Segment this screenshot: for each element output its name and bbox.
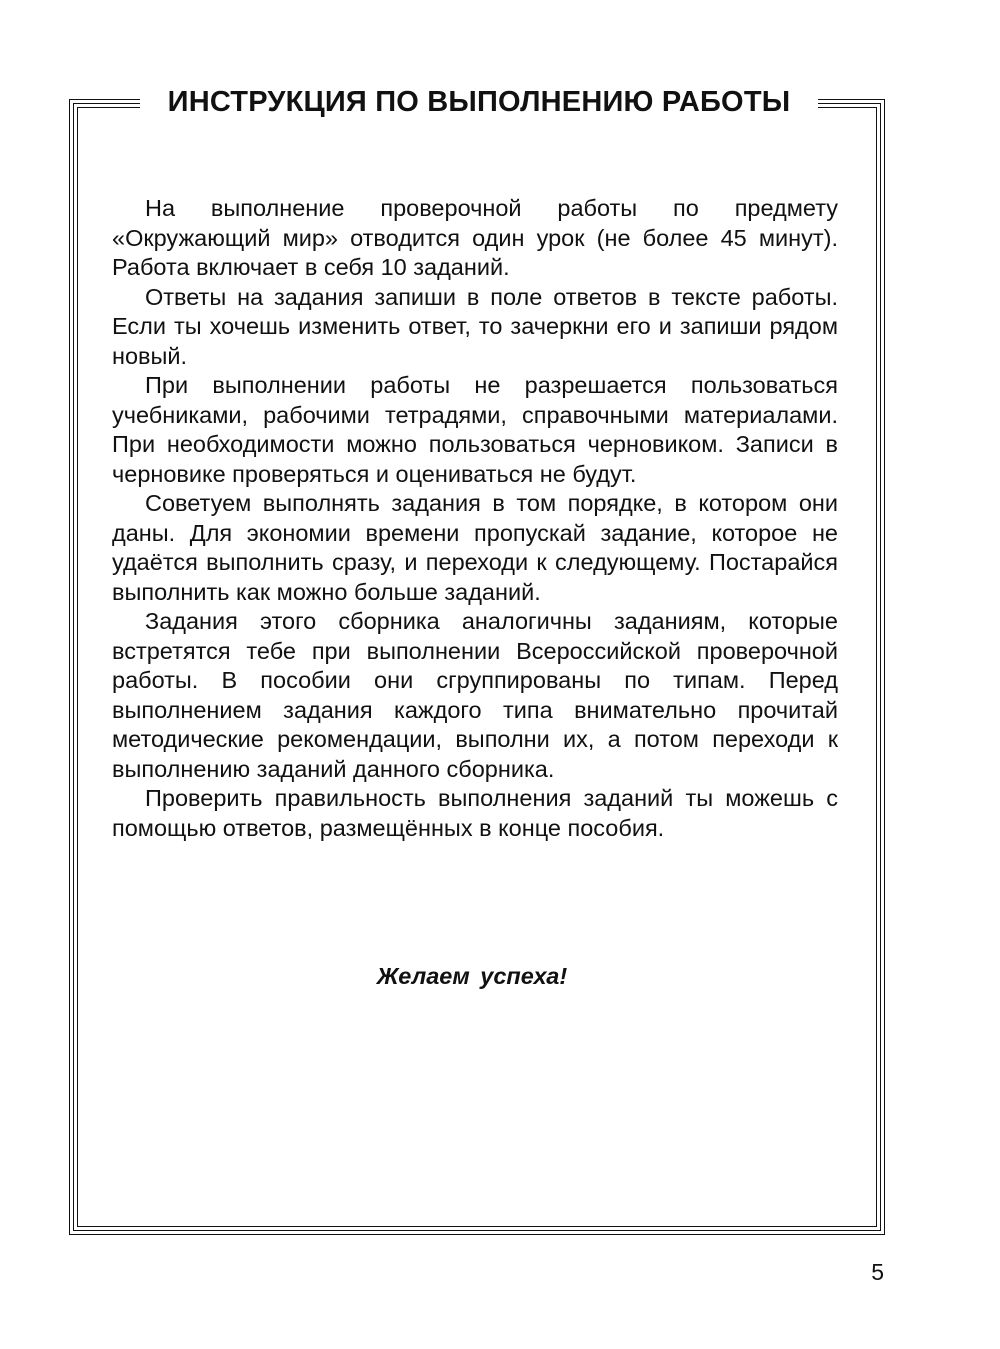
instructions-body — [112, 194, 838, 843]
paragraph-3: При выполнении работы не разрешается пользоваться учебниками, рабочими тетрадями, справочными материалами. При необходимости можно пользоваться черновиком. Записи в черновике проверяться и оцениваться не будут. — [112, 372, 838, 487]
paragraph-6: Проверить правильность выполнения заданий ты можешь с помощью ответов, размещённых в конце пособия. — [112, 785, 838, 841]
paragraph-2: Ответы на задания запиши в поле ответов в тексте работы. Если ты хочешь изменить ответ, то зачеркни его и запиши рядом новый. — [112, 283, 838, 369]
paragraph-5: Задания этого сборника аналогичны заданиям, которые встретятся тебе при выполнении Всероссийской проверочной работы. В пособии они сгруппированы по типам. Перед выполнением задания каждого типа внимательно прочитай методические рекомендации, выполни их, а потом переходи к выполнению заданий данного сборника. — [112, 608, 838, 782]
page-number: 5 — [871, 1259, 884, 1285]
closing-wish: Желаем успеха! — [376, 963, 568, 989]
paragraph-1: На выполнение проверочной работы по предмету «Окружающий мир» отводится один урок (не более 45 минут). Работа включает в себя 10 заданий. — [112, 195, 838, 280]
paragraph-4: Советуем выполнять задания в том порядке, в котором они даны. Для экономии времени пропускай задание, которое не удаётся выполнить сразу, и переходи к следующему. Постарайся выполнить как можно больше заданий. — [112, 490, 838, 605]
page-title: ИНСТРУКЦИЯ ПО ВЫПОЛНЕНИЮ РАБОТЫ — [167, 85, 791, 118]
heading-band — [140, 82, 818, 122]
